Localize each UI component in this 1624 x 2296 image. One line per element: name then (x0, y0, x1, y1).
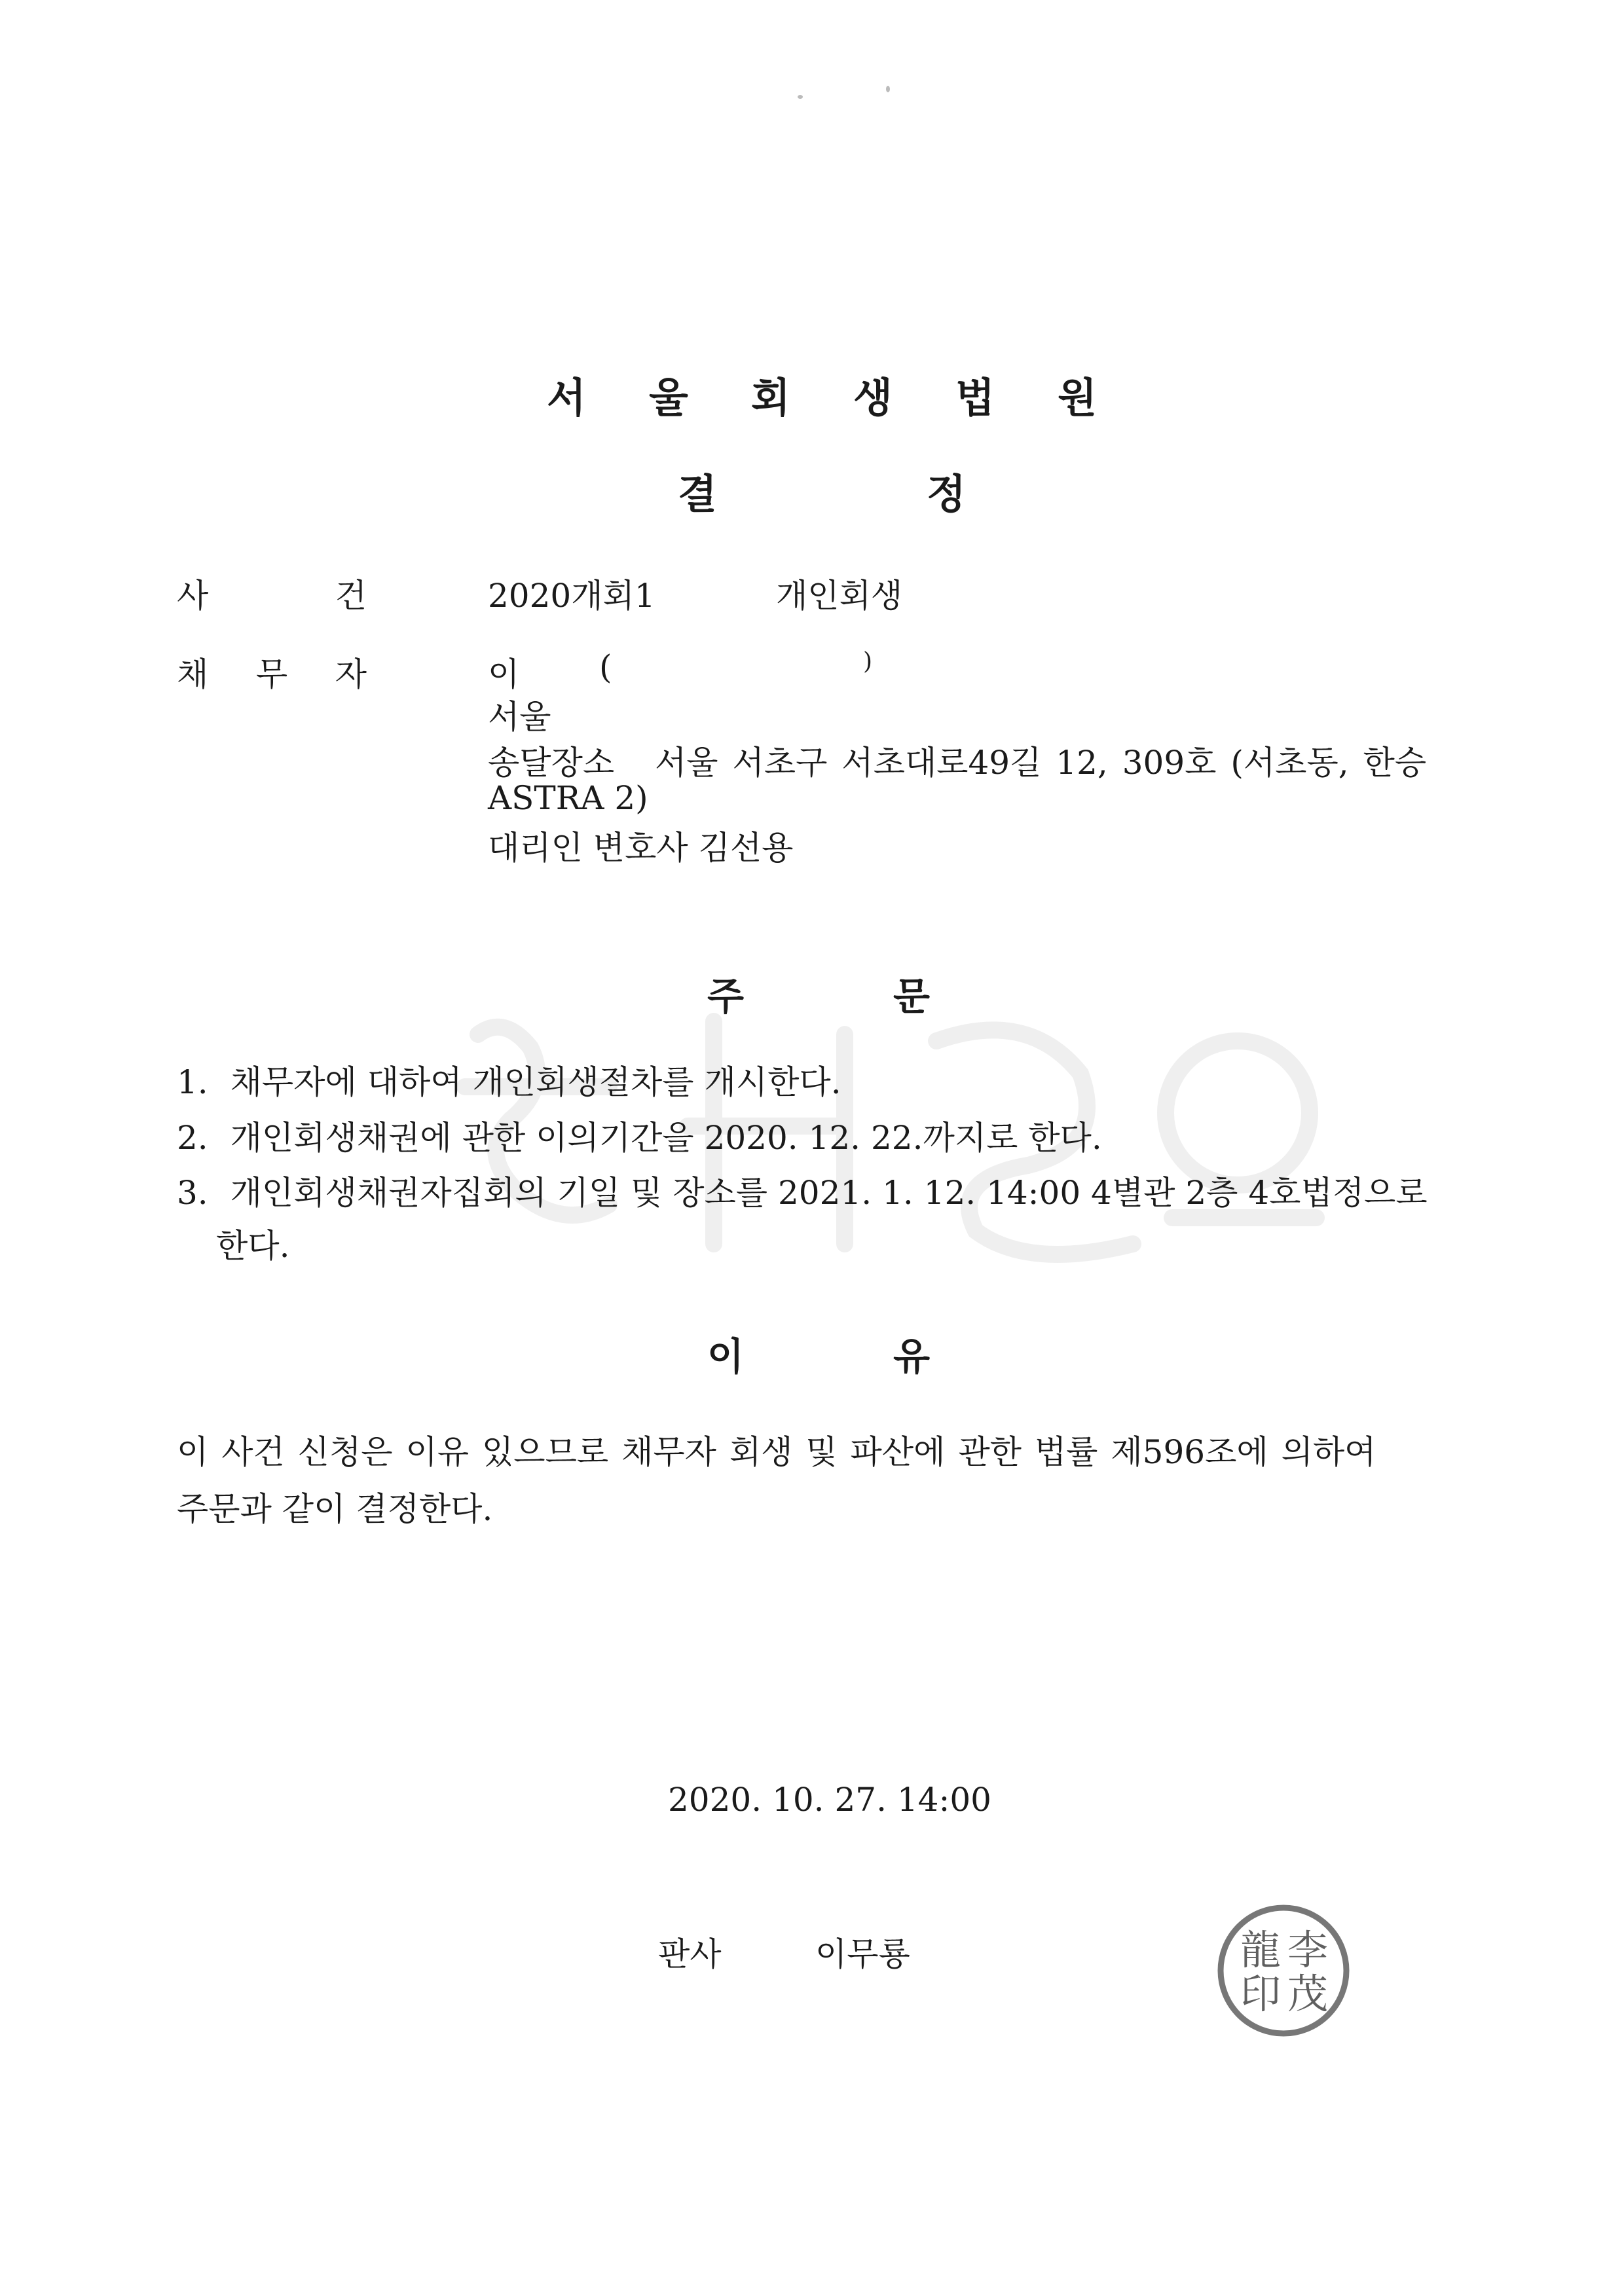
seal-char: 李 (1287, 1926, 1329, 1974)
scan-speck (798, 95, 803, 99)
order-item (177, 1119, 1102, 1157)
court-name-char: 법 (955, 374, 995, 422)
court-name-char: 회 (751, 374, 790, 422)
seal-char: 茂 (1287, 1970, 1329, 2018)
reason-line: 이 사건 신청은 이유 있으므로 채무자 회생 및 파산에 관한 법률 제596조에 의하여 (177, 1433, 1376, 1471)
order-item-text: 개인회생채권자집회의 기일 및 장소를 2021. 1. 12. 14:00 4별관 2층 4호법정으로 (230, 1174, 1428, 1212)
case-label-char: 사 (177, 577, 209, 615)
seal-char: 印 (1240, 1970, 1282, 2018)
case-number: 2020개회1 (488, 577, 655, 615)
order-heading-char: 문 (893, 974, 930, 1019)
reason-heading-char: 이 (707, 1334, 745, 1379)
order-item-number: 3. (177, 1174, 208, 1212)
document-title (678, 462, 966, 520)
order-item (177, 1063, 841, 1101)
case-label-char: 건 (335, 577, 367, 615)
judge-name: 이무룡 (815, 1935, 910, 1973)
scan-speck (886, 86, 890, 92)
decision-date: 2020. 10. 27. 14:00 (668, 1781, 991, 1819)
debtor-name-paren-close: ) (863, 648, 873, 675)
order-heading (707, 966, 930, 1021)
reason-heading (707, 1326, 930, 1381)
court-name (547, 365, 1097, 424)
order-item-text: 개인회생채권에 관한 이의기간을 2020. 12. 22.까지로 한다. (230, 1119, 1102, 1157)
court-name-char: 울 (649, 374, 688, 422)
debtor-label-char: 무 (255, 655, 288, 693)
court-name-char: 생 (853, 374, 893, 422)
delivery-address-line1: 서울 서초구 서초대로49길 12, 309호 (서초동, 한승 (655, 744, 1427, 782)
title-char: 정 (927, 470, 966, 518)
order-item-number: 1. (177, 1063, 208, 1101)
debtor-label (177, 648, 367, 695)
reason-heading-char: 유 (893, 1334, 930, 1379)
order-item-text: 채무자에 대하여 개인회생절차를 개시한다. (230, 1063, 841, 1101)
title-char: 결 (678, 470, 717, 518)
delivery-label: 송달장소 (488, 744, 615, 782)
case-label (177, 570, 367, 617)
judge-seal (1215, 1902, 1352, 2039)
order-item-number: 2. (177, 1119, 208, 1157)
court-name-char: 서 (547, 374, 586, 422)
order-item-continuation: 한다. (216, 1227, 290, 1265)
seal-char: 龍 (1240, 1926, 1282, 1974)
delivery-address-line2: ASTRA 2) (488, 779, 648, 817)
debtor-name: 이 (488, 655, 520, 693)
debtor-agent: 대리인 변호사 김선용 (488, 829, 794, 867)
case-type: 개인회생 (776, 577, 903, 615)
judge-title: 판사 (658, 1935, 722, 1973)
debtor-label-char: 채 (177, 655, 209, 693)
debtor-label-char: 자 (335, 655, 367, 693)
order-item (177, 1174, 1428, 1212)
court-name-char: 원 (1058, 374, 1097, 422)
debtor-address: 서울 (488, 698, 551, 736)
reason-line: 주문과 같이 결정한다. (177, 1490, 493, 1528)
order-heading-char: 주 (707, 974, 745, 1019)
debtor-name-paren-open: ( (599, 648, 612, 686)
